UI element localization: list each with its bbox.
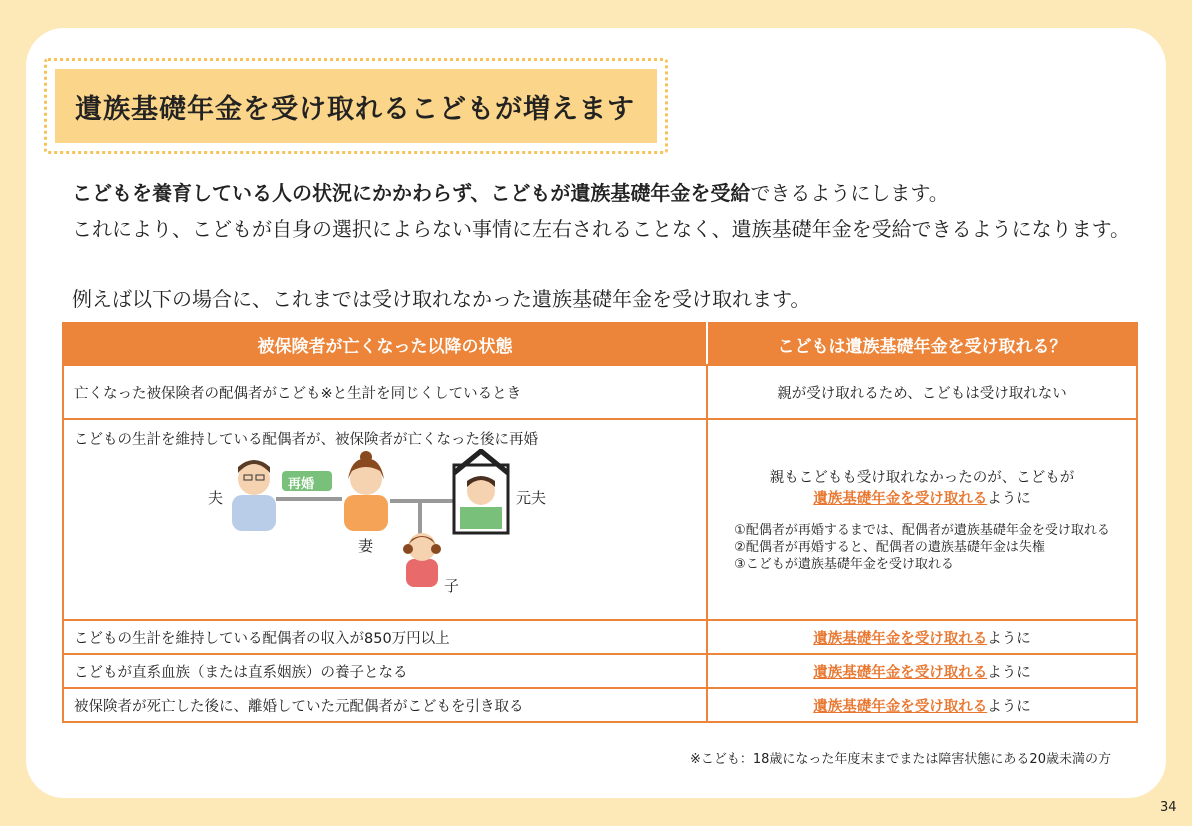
family-diagram [74,449,696,619]
family-diagram-svg [74,449,694,619]
deceased-portrait-icon [454,451,508,533]
row2-left [63,419,707,620]
row2-right [707,419,1137,620]
lead-line-1 [72,178,949,208]
page-number: 34 [1160,800,1177,815]
row3-left: こどもの生計を維持している配偶者の収入が850万円以上 [63,620,707,654]
page-title: 遺族基礎年金を受け取れるこどもが増えます [55,69,657,143]
row3-link: 遺族基礎年金を受け取れる [813,630,988,647]
row2-right-suffix: ように [987,491,1031,507]
note-1: ①配偶者が再婚するまでは、配偶者が遺族基礎年金を受け取れる [734,523,1110,538]
table-row [63,365,1137,419]
lead-line-1-rest: できるようにします。 [750,181,949,205]
table-row [63,688,1137,722]
row2-left-text: こどもの生計を維持している配偶者が、被保険者が亡くなった後に再婚 [74,432,538,448]
lead-line-3: 例えば以下の場合に、これまでは受け取れなかった遺族基礎年金を受け取れます。 [72,287,811,311]
wife-figure-icon [344,451,388,531]
label-remarriage: 再婚 [288,477,315,492]
row4-link: 遺族基礎年金を受け取れる [813,664,988,681]
row1-left: 亡くなった被保険者の配偶者がこども※と生計を同じくしているとき [63,365,707,419]
comparison-table [62,322,1138,723]
table-row [63,654,1137,688]
row3-suffix: ように [987,630,1031,647]
footnote: ※こども：18歳になった年度末までまたは障害状態にある20歳未満の方 [690,752,1111,767]
note-3: ③こどもが遺族基礎年金を受け取れる [734,557,954,572]
table-row [63,620,1137,654]
label-ex-husband: 元夫 [516,489,547,507]
row2-right-link: 遺族基礎年金を受け取れる [813,491,988,507]
lead-line-1-bold: こどもを養育している人の状況にかかわらず、こどもが遺族基礎年金を受給 [72,181,751,205]
table-row [63,419,1137,620]
row5-suffix: ように [987,698,1031,715]
row2-right-line1: 親もこどもも受け取れなかったのが、こどもが [769,470,1075,486]
label-wife: 妻 [358,537,374,555]
child-figure-icon [403,533,441,587]
row3-right [707,620,1137,654]
row4-suffix: ように [987,664,1031,681]
label-child: 子 [444,577,460,595]
row5-right [707,688,1137,722]
row5-left: 被保険者が死亡した後に、離婚していた元配偶者がこどもを引き取る [63,688,707,722]
row4-left: こどもが直系血族（または直系姻族）の養子となる [63,654,707,688]
title-box [44,58,668,154]
row4-right [707,654,1137,688]
row5-link: 遺族基礎年金を受け取れる [813,698,988,715]
row2-notes [734,522,1110,573]
header-right: こどもは遺族基礎年金を受け取れる？ [707,323,1137,365]
lead-line-2: これにより、こどもが自身の選択によらない事情に左右されることなく、遺族基礎年金を受給できるようになります。 [72,217,1130,241]
husband-figure-icon [232,460,276,531]
label-husband: 夫 [208,489,224,507]
row1-right: 親が受け取れるため、こどもは受け取れない [707,365,1137,419]
note-2: ②配偶者が再婚すると、配偶者の遺族基礎年金は失権 [734,540,1045,555]
header-left: 被保険者が亡くなった以降の状態 [63,323,707,365]
